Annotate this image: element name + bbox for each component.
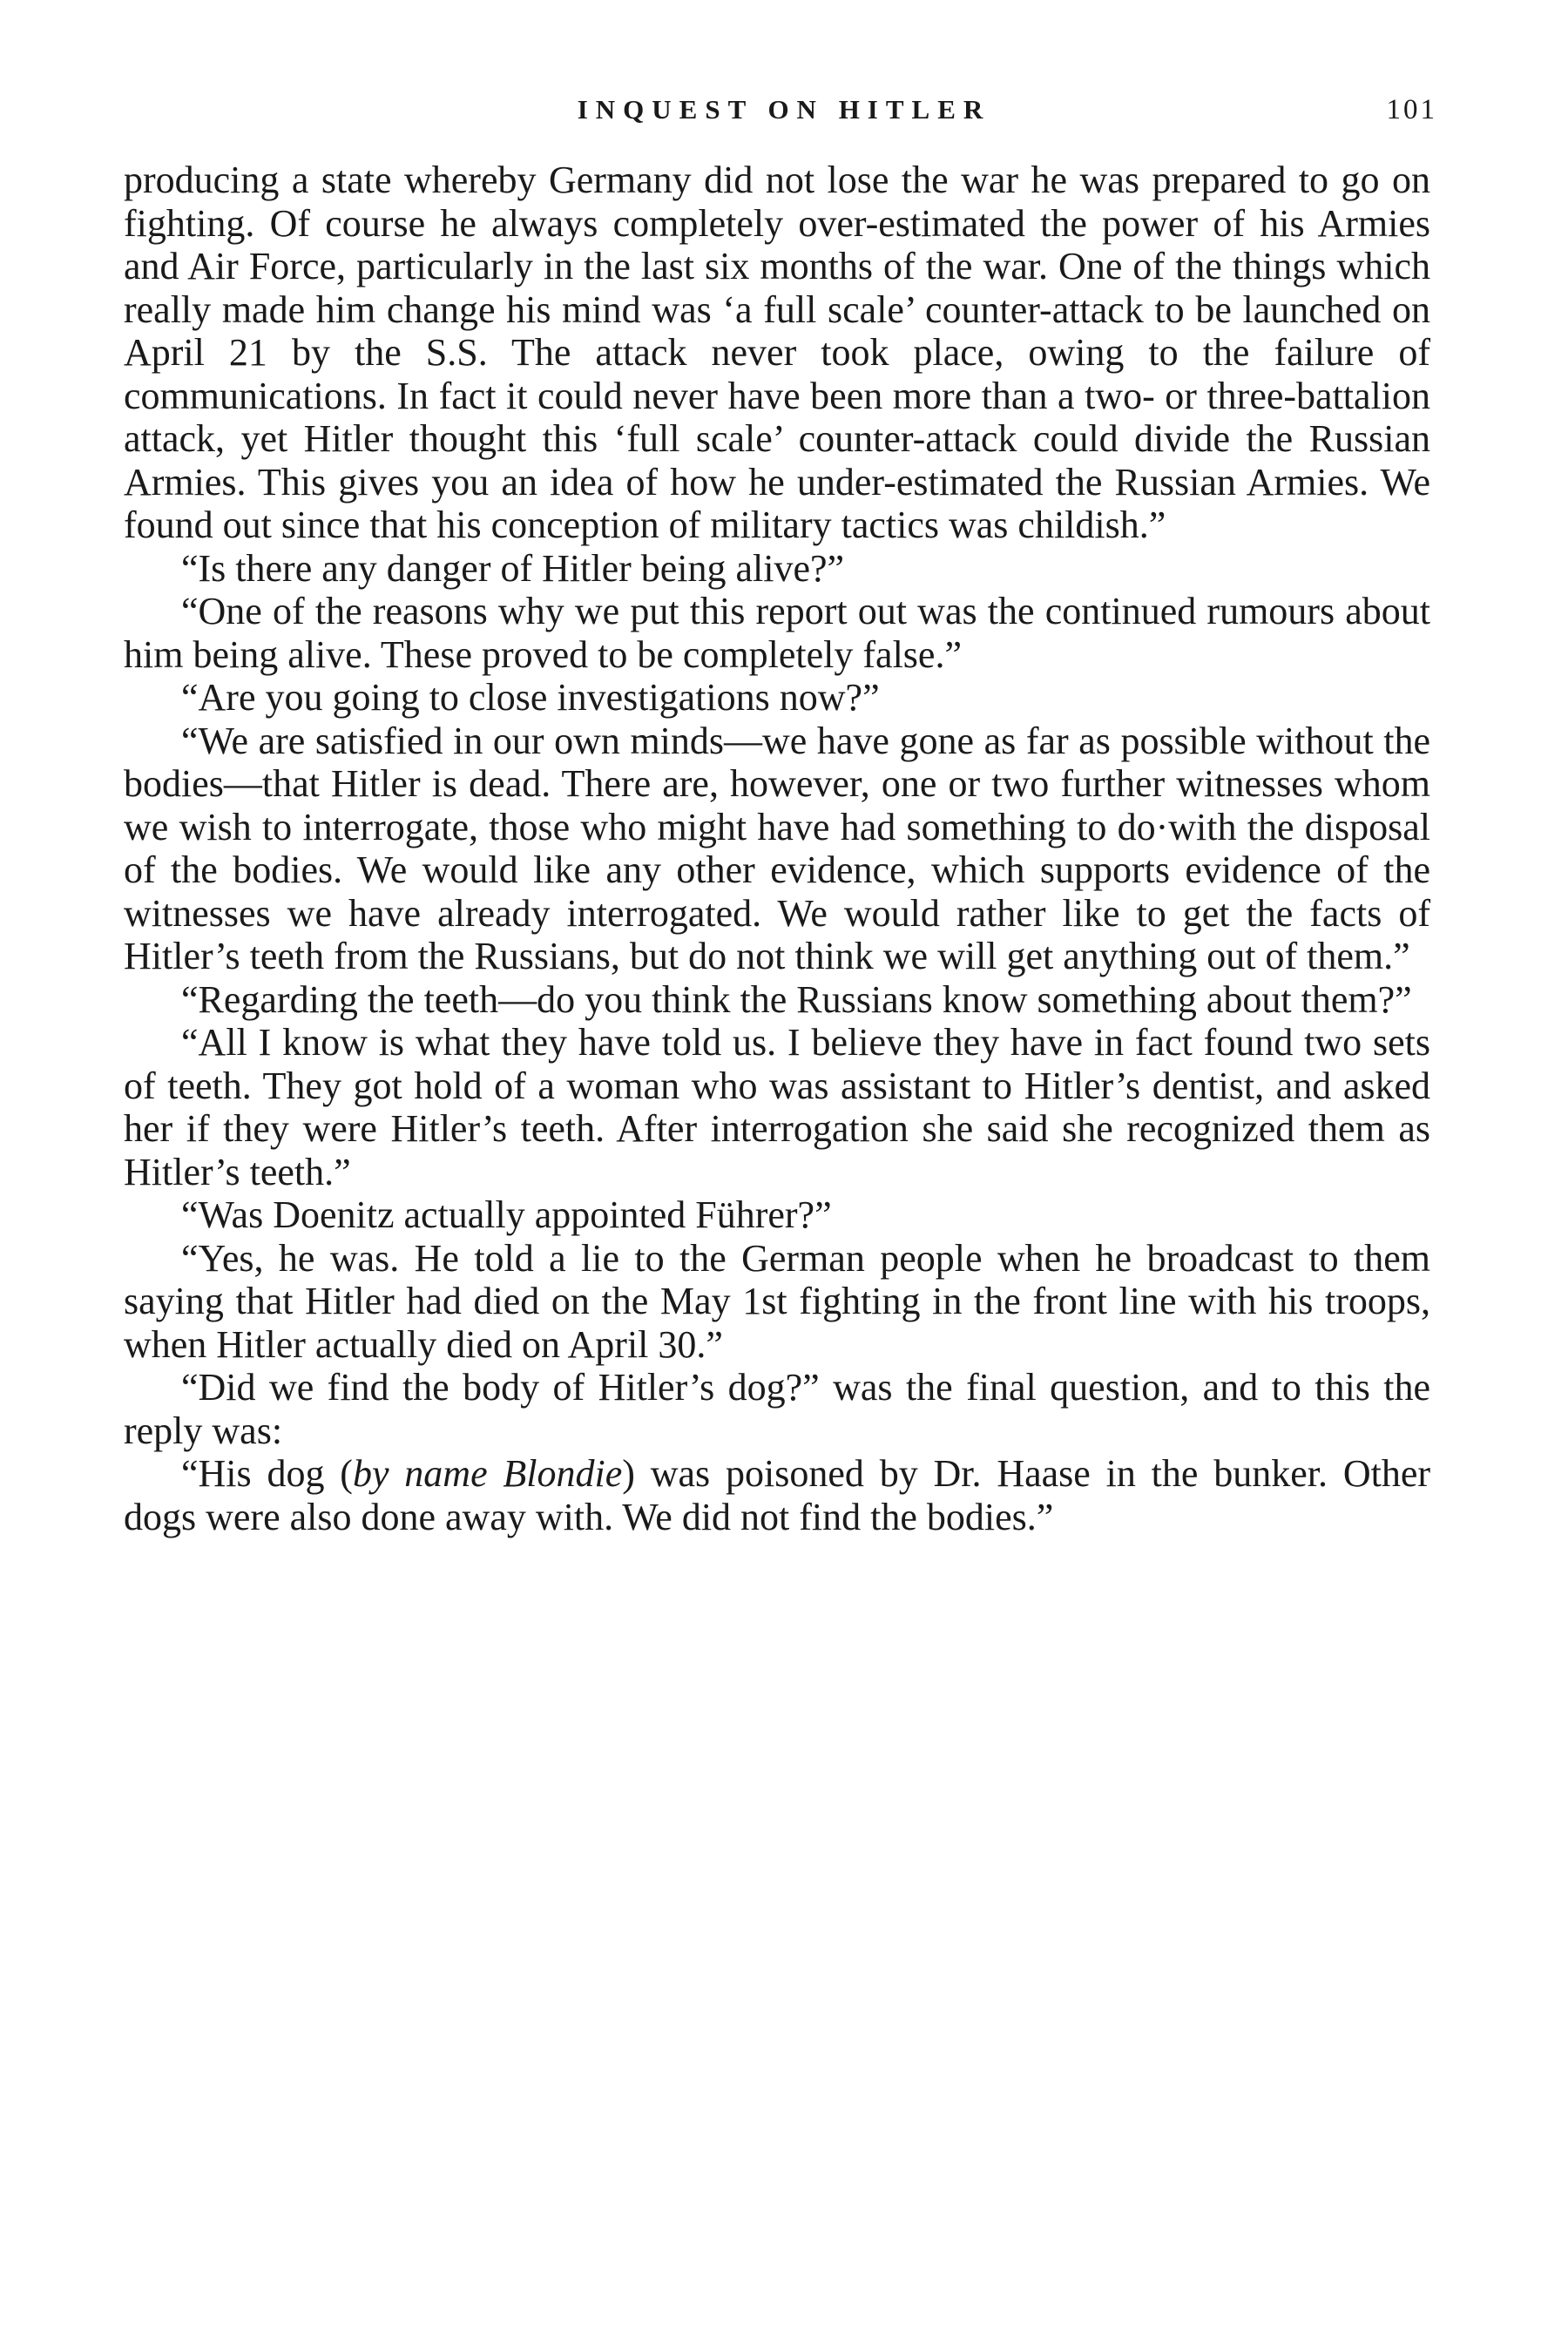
paragraph-question-doenitz: “Was Doenitz actually appointed Führer?” [181, 1193, 832, 1236]
dog-name-italic: by name Blondie [352, 1452, 623, 1495]
paragraph-answer-rumours: “One of the reasons why we put this report out was the continued rumours about him being alive. These proved to be completely false.” [124, 590, 1430, 676]
page-number: 101 [1386, 94, 1437, 125]
paragraph-continued: producing a state whereby Germany did not lose the war he was prepared to go on fighting. Of course he always completely over-estimated the power of his Armies and Air Force, particularly in the last six months of the war. One of the things which really made him change his mind was ‘a full scale’ counter-attack to be launched on April 21 by the S.S. The attack never took place, owing to the failure of communications. In fact it could never have been more than a two- or three-battalion attack, yet Hitler thought this ‘full scale’ counter-attack could divide the Russian Armies. This gives you an idea of how he under-estimated the Russian Armies. We found out since that his conception of military tactics was childish.” [124, 159, 1430, 546]
paragraph-question-dog: “Did we find the body of Hitler’s dog?” was the final question, and to this the reply was: [124, 1366, 1430, 1452]
dog-answer-start: “His dog ( [181, 1452, 353, 1495]
paragraph-answer-dog [124, 1452, 1430, 1538]
paragraph-answer-satisfied: “We are satisfied in our own minds—we have gone as far as possible without the bodies—that Hitler is dead. There are, however, one or two further witnesses whom we wish to interrogate, those who might have had something to do·with the disposal of the bodies. We would like any other evidence, which supports evidence of the witnesses we have already interrogated. We would rather like to get the facts of Hitler’s teeth from the Russians, but do not think we will get anything out of them.” [124, 719, 1430, 977]
running-head [131, 94, 1437, 138]
body-text [124, 159, 1430, 1538]
dog-answer-end: ) was poisoned by Dr. Haase in the bunker. Other dogs were also done away with. We did not find the bodies.” [124, 1452, 1430, 1538]
paragraph-question-teeth: “Regarding the teeth—do you think the Russians know something about them?” [181, 977, 1412, 1021]
paragraph-answer-teeth: “All I know is what they have told us. I believe they have in fact found two sets of teeth. They got hold of a woman who was assistant to Hitler’s dentist, and asked her if they were Hitler’s teeth. After interrogation she said she recognized them as Hitler’s teeth.” [124, 1021, 1430, 1193]
paragraph-question-investigations: “Are you going to close investigations now?” [181, 676, 880, 719]
paragraph-answer-doenitz: “Yes, he was. He told a lie to the German people when he broadcast to them saying that Hitler had died on the May 1st fighting in the front line with his troops, when Hitler actually died on April 30.” [124, 1236, 1430, 1366]
running-title: INQUEST ON HITLER [577, 94, 991, 125]
paragraph-question-alive: “Is there any danger of Hitler being alive?” [181, 546, 845, 590]
